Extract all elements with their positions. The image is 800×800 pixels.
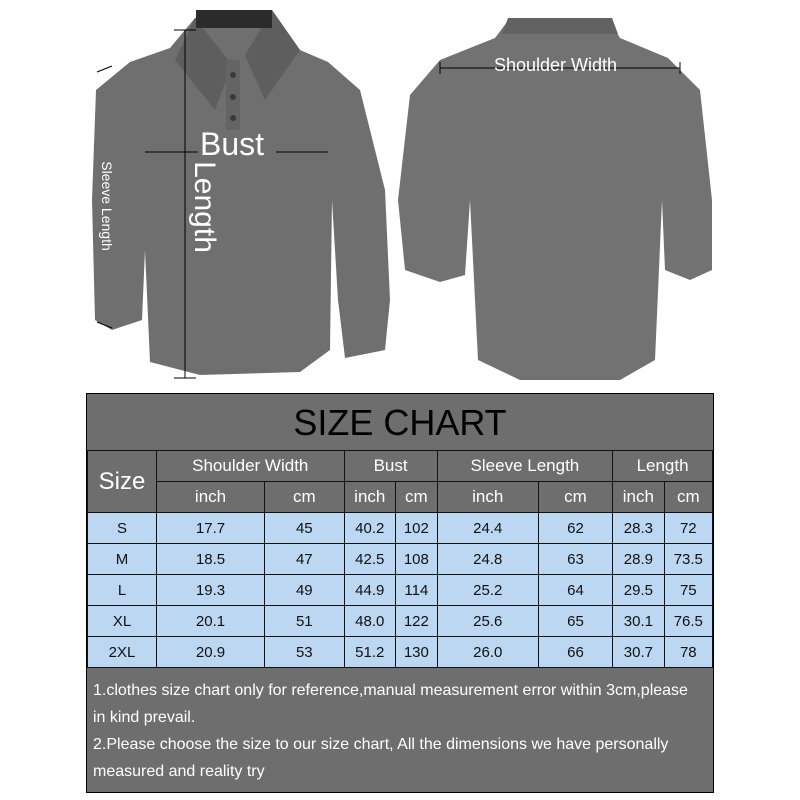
note-1: 1.clothes size chart only for reference,manual measurement error within 3cm,please in kind prevail.	[93, 682, 688, 726]
table-cell: 73.5	[664, 544, 712, 575]
table-cell: 62	[538, 513, 612, 544]
table-cell: 17.7	[157, 513, 265, 544]
size-notes	[93, 677, 703, 785]
table-cell: 20.1	[157, 606, 265, 637]
table-cell: 28.9	[613, 544, 664, 575]
table-cell: 102	[396, 513, 438, 544]
table-header-row	[88, 451, 713, 482]
size-cell: M	[88, 544, 157, 575]
size-cell: S	[88, 513, 157, 544]
group-header: Bust	[344, 451, 437, 482]
table-cell: 47	[265, 544, 344, 575]
group-header: Sleeve Length	[437, 451, 612, 482]
length-label: Length	[187, 161, 221, 253]
table-row	[88, 544, 713, 575]
table-cell: 19.3	[157, 575, 265, 606]
table-cell: 65	[538, 606, 612, 637]
table-cell: 75	[664, 575, 712, 606]
table-cell: 25.6	[437, 606, 538, 637]
table-cell: 63	[538, 544, 612, 575]
unit-header: inch	[613, 482, 664, 513]
note-2: 2.Please choose the size to our size chart, All the dimensions we have personally measured and reality try	[93, 736, 669, 780]
table-cell: 53	[265, 637, 344, 668]
unit-header: cm	[396, 482, 438, 513]
chart-title: SIZE CHART	[293, 402, 507, 443]
table-cell: 28.3	[613, 513, 664, 544]
table-units-row	[88, 482, 713, 513]
shirt-illustrations	[0, 0, 800, 390]
table-cell: 42.5	[344, 544, 395, 575]
table-row	[88, 606, 713, 637]
unit-header: cm	[265, 482, 344, 513]
table-cell: 44.9	[344, 575, 395, 606]
table-cell: 76.5	[664, 606, 712, 637]
table-cell: 72	[664, 513, 712, 544]
table-cell: 24.4	[437, 513, 538, 544]
unit-header: cm	[664, 482, 712, 513]
table-row	[88, 513, 713, 544]
table-cell: 25.2	[437, 575, 538, 606]
table-cell: 114	[396, 575, 438, 606]
size-cell: 2XL	[88, 637, 157, 668]
table-cell: 26.0	[437, 637, 538, 668]
unit-header: inch	[344, 482, 395, 513]
table-cell: 20.9	[157, 637, 265, 668]
size-table	[87, 450, 713, 668]
table-cell: 122	[396, 606, 438, 637]
table-row	[88, 575, 713, 606]
size-cell: L	[88, 575, 157, 606]
group-header: Length	[613, 451, 713, 482]
table-cell: 64	[538, 575, 612, 606]
table-cell: 130	[396, 637, 438, 668]
table-cell: 18.5	[157, 544, 265, 575]
table-cell: 51	[265, 606, 344, 637]
size-chart	[86, 393, 714, 793]
table-cell: 30.1	[613, 606, 664, 637]
table-cell: 51.2	[344, 637, 395, 668]
front-shirt-image	[92, 10, 390, 378]
table-cell: 40.2	[344, 513, 395, 544]
table-cell: 48.0	[344, 606, 395, 637]
size-cell: XL	[88, 606, 157, 637]
table-row	[88, 637, 713, 668]
table-cell: 78	[664, 637, 712, 668]
table-cell: 49	[265, 575, 344, 606]
table-cell: 24.8	[437, 544, 538, 575]
unit-header: inch	[157, 482, 265, 513]
table-cell: 29.5	[613, 575, 664, 606]
unit-header: cm	[538, 482, 612, 513]
size-column-header: Size	[88, 451, 157, 513]
table-cell: 108	[396, 544, 438, 575]
product-photos	[0, 0, 800, 390]
table-cell: 30.7	[613, 637, 664, 668]
shoulder-width-label: Shoulder Width	[494, 55, 618, 75]
table-cell: 45	[265, 513, 344, 544]
bust-label: Bust	[200, 126, 265, 162]
group-header: Shoulder Width	[157, 451, 345, 482]
unit-header: inch	[437, 482, 538, 513]
sleeve-length-label: Sleeve Length	[98, 161, 115, 251]
table-cell: 66	[538, 637, 612, 668]
